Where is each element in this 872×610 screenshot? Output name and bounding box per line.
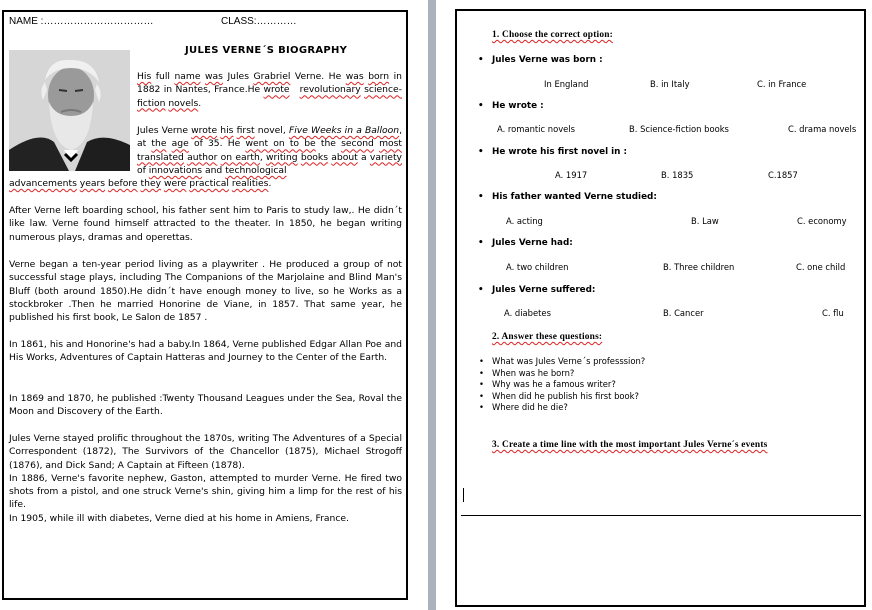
bullet-dot-icon: • [479, 367, 484, 378]
paragraph-6: In 1869 and 1870, he published :Twenty Thousand Leagues under the Sea, Roval the Moon and Discovery of the Earth. [9, 393, 402, 418]
bullet-dot-icon: • [478, 238, 484, 248]
question-1: • Jules Verne was born : [478, 55, 603, 65]
bullet-dot-icon: • [479, 390, 484, 401]
q5-option-b[interactable]: B. Three children [663, 262, 735, 272]
list-item: • What was Jules Verne´s professsion? [479, 356, 646, 366]
paragraph-3: After Verne left boarding school, his father sent him to Paris to study law,. He didn´t like law. Verne found himself attracted to the theater. In 1850, he began writing numerous plays, dramas and operettas. [9, 205, 402, 243]
q2-option-c[interactable]: C. drama novels [788, 124, 857, 134]
q3-option-c[interactable]: C.1857 [768, 170, 798, 180]
q6-option-c[interactable]: C. flu [822, 308, 844, 318]
section-1-title: 1. Choose the correct option: [492, 30, 613, 40]
q1-option-c[interactable]: C. in France [757, 79, 807, 89]
open-questions-list [479, 356, 645, 414]
q6-option-a[interactable]: A. diabetes [504, 308, 551, 318]
bullet-dot-icon: • [478, 192, 484, 202]
q3-option-b[interactable]: B. 1835 [661, 170, 694, 180]
list-item: • When did he publish his first book? [479, 390, 639, 401]
page-title: JULES VERNE´S BIOGRAPHY [185, 45, 348, 56]
q5-option-c[interactable]: C. one child [796, 262, 846, 272]
section-2-title: 2. Answer these questions: [492, 332, 603, 342]
q3-option-a[interactable]: A. 1917 [555, 170, 588, 180]
page-divider [428, 0, 436, 610]
class-field[interactable]: CLASS:………… [221, 16, 297, 27]
q2-option-a[interactable]: A. romantic novels [497, 124, 575, 134]
question-4: • His father wanted Verne studied: [478, 192, 657, 202]
question-2: • He wrote : [478, 101, 544, 111]
q4-option-b[interactable]: B. Law [691, 216, 719, 226]
paragraph-5: In 1861, his and Honorine's had a baby.In 1864, Verne published Edgar Allan Poe and His Works, Adventures of Captain Hatteras and Journey to the Center of the Earth. [9, 339, 402, 364]
q4-option-a[interactable]: A. acting [506, 216, 543, 226]
paragraph-2: Jules Verne wrote his first novel, Five Weeks in a Balloon, at the age of 35. He went on to be the second most translated author on earth, writing books about a variety of innovations and technological advancements years before they were practical realities. [9, 125, 403, 190]
timeline-line [461, 515, 861, 516]
q1-option-a[interactable]: In England [544, 79, 589, 89]
bullet-dot-icon: • [479, 356, 484, 366]
bullet-dot-icon: • [478, 285, 484, 295]
question-5: • Jules Verne had: [478, 238, 573, 248]
bullet-dot-icon: • [478, 55, 484, 65]
question-6: • Jules Verne suffered: [478, 285, 596, 295]
list-item: • Why was he a famous writer? [479, 379, 616, 390]
q1-option-b[interactable]: B. in Italy [650, 79, 690, 89]
paragraph-4: Verne began a ten-year period living as a playwriter . He produced a group of not successful stage plays, including The Companions of the Marjolaine and Blind Man's Bluff (both around 1850).He didn´t have enough money to live, so he Works as a stockbroker .Then he married Honorine de Viane, in 1857. That same year, he published his first book, Le Salon de 1857 . [9, 259, 402, 324]
bullet-dot-icon: • [478, 101, 484, 111]
q4-option-c[interactable]: C. economy [797, 216, 847, 226]
list-item: • When was he born? [479, 367, 575, 378]
bullet-dot-icon: • [479, 379, 484, 390]
bullet-dot-icon: • [478, 147, 484, 157]
bullet-dot-icon: • [479, 402, 484, 413]
name-field[interactable]: NAME :…………………………… [9, 16, 154, 27]
paragraph-7: Jules Verne stayed prolific throughout the 1870s, writing The Adventures of a Special Correspondent (1872), The Survivors of the Chancellor (1875), Michael Strogoff (1876), and Dick Sand; A Captain at Fifteen (1878). In 1886, Verne's favorite nephew, Gaston, attempted to murder Verne. He fired two shots from a pistol, and one struck Verne's shin, giving him a limp for the rest of his life. In 1905, while ill with diabetes, Verne died at his home in Amiens, France. [9, 433, 402, 524]
list-item: • Where did he die? [479, 402, 568, 413]
q5-option-a[interactable]: A. two children [506, 262, 569, 272]
q6-option-b[interactable]: B. Cancer [663, 308, 704, 318]
paragraph-1: His full name was Jules Grabriel Verne. He was born in 1882 in Nantes, France.He wrote revolutionary science-fiction novels. [137, 71, 402, 109]
text-cursor[interactable] [463, 488, 464, 502]
q2-option-b[interactable]: B. Science-fiction books [629, 124, 729, 134]
question-3: • He wrote his first novel in : [478, 147, 628, 157]
section-3-title: 3. Create a time line with the most important Jules Verne´s events [492, 440, 768, 450]
